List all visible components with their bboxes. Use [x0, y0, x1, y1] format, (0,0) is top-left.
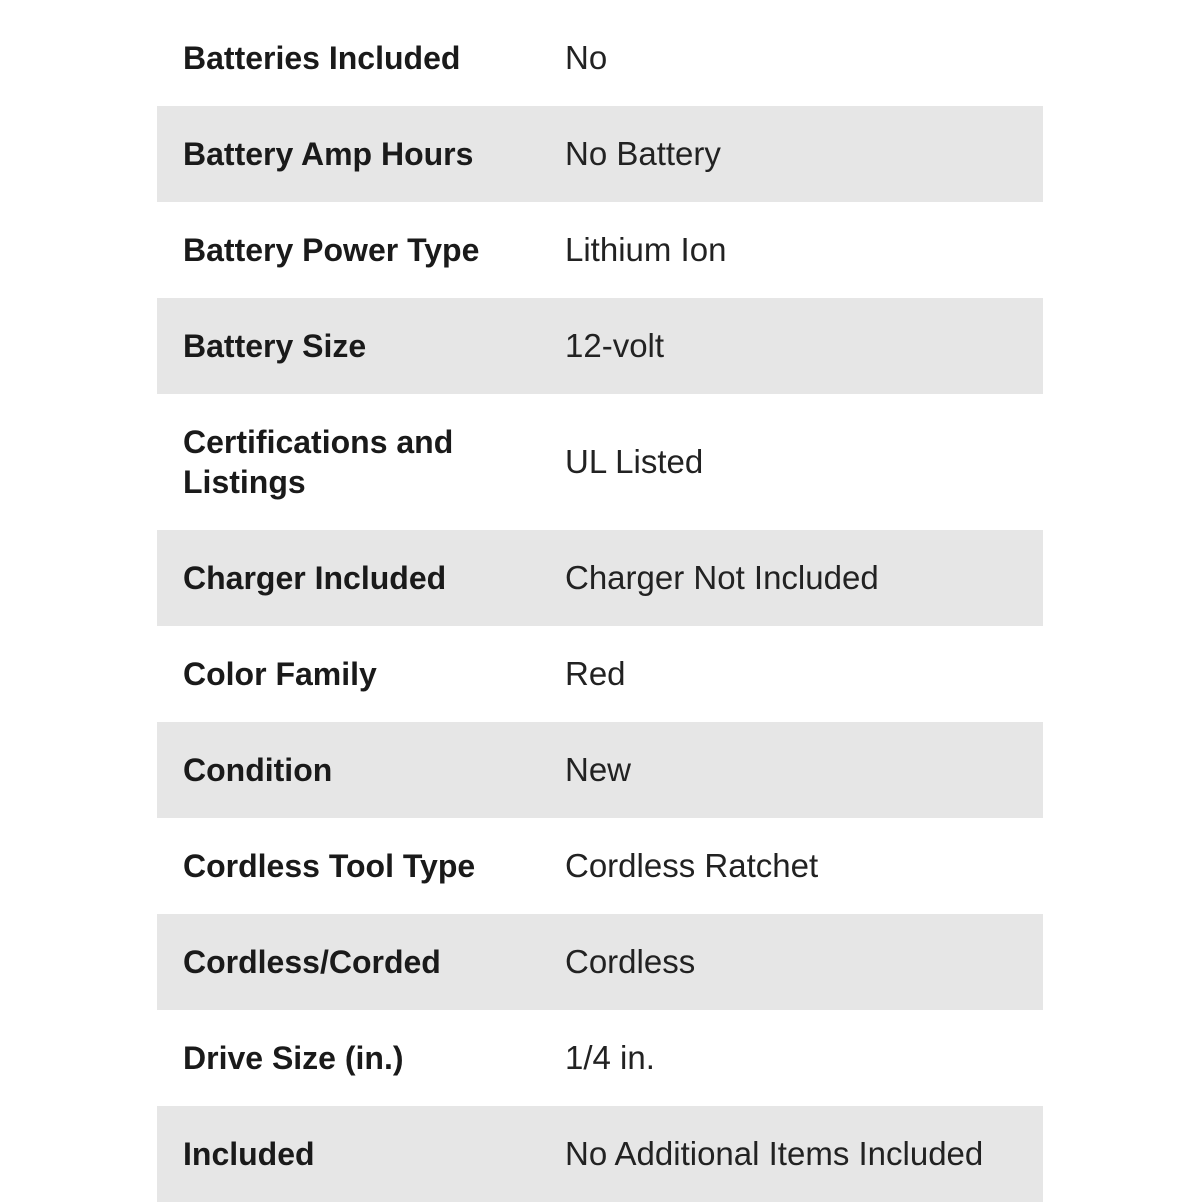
spec-value: No Battery: [565, 135, 721, 172]
spec-value: Charger Not Included: [565, 559, 879, 596]
spec-value: 12-volt: [565, 327, 665, 364]
spec-value: Red: [565, 655, 626, 692]
spec-row: [157, 1010, 1043, 1106]
spec-value: No Additional Items Included: [565, 1135, 984, 1172]
spec-row: [157, 626, 1043, 722]
spec-row: [157, 722, 1043, 818]
spec-row: [157, 394, 1043, 530]
spec-label: Color Family: [183, 656, 377, 692]
spec-value: New: [565, 751, 632, 788]
spec-row: [157, 10, 1043, 106]
spec-row: [157, 818, 1043, 914]
spec-label: Cordless Tool Type: [183, 848, 476, 884]
spec-value: Cordless Ratchet: [565, 847, 819, 884]
spec-value: No: [565, 39, 608, 76]
spec-label: Drive Size (in.): [183, 1040, 404, 1076]
spec-label: Charger Included: [183, 560, 447, 596]
spec-label: Battery Power Type: [183, 232, 480, 268]
spec-label: Battery Amp Hours: [183, 136, 474, 172]
spec-row: [157, 1106, 1043, 1202]
spec-row: [157, 106, 1043, 202]
spec-row: [157, 298, 1043, 394]
spec-label: Batteries Included: [183, 40, 461, 76]
spec-value: Cordless: [565, 943, 696, 980]
spec-value: UL Listed: [565, 443, 704, 480]
spec-row: [157, 530, 1043, 626]
spec-row: [157, 914, 1043, 1010]
spec-value: Lithium Ion: [565, 231, 727, 268]
spec-value: 1/4 in.: [565, 1039, 655, 1076]
specifications-table: [157, 10, 1043, 1202]
spec-label: Cordless/Corded: [183, 944, 441, 980]
spec-label: Condition: [183, 752, 333, 788]
spec-label: Certifications and Listings: [183, 424, 454, 500]
spec-label: Included: [183, 1136, 315, 1172]
spec-label: Battery Size: [183, 328, 367, 364]
spec-row: [157, 202, 1043, 298]
